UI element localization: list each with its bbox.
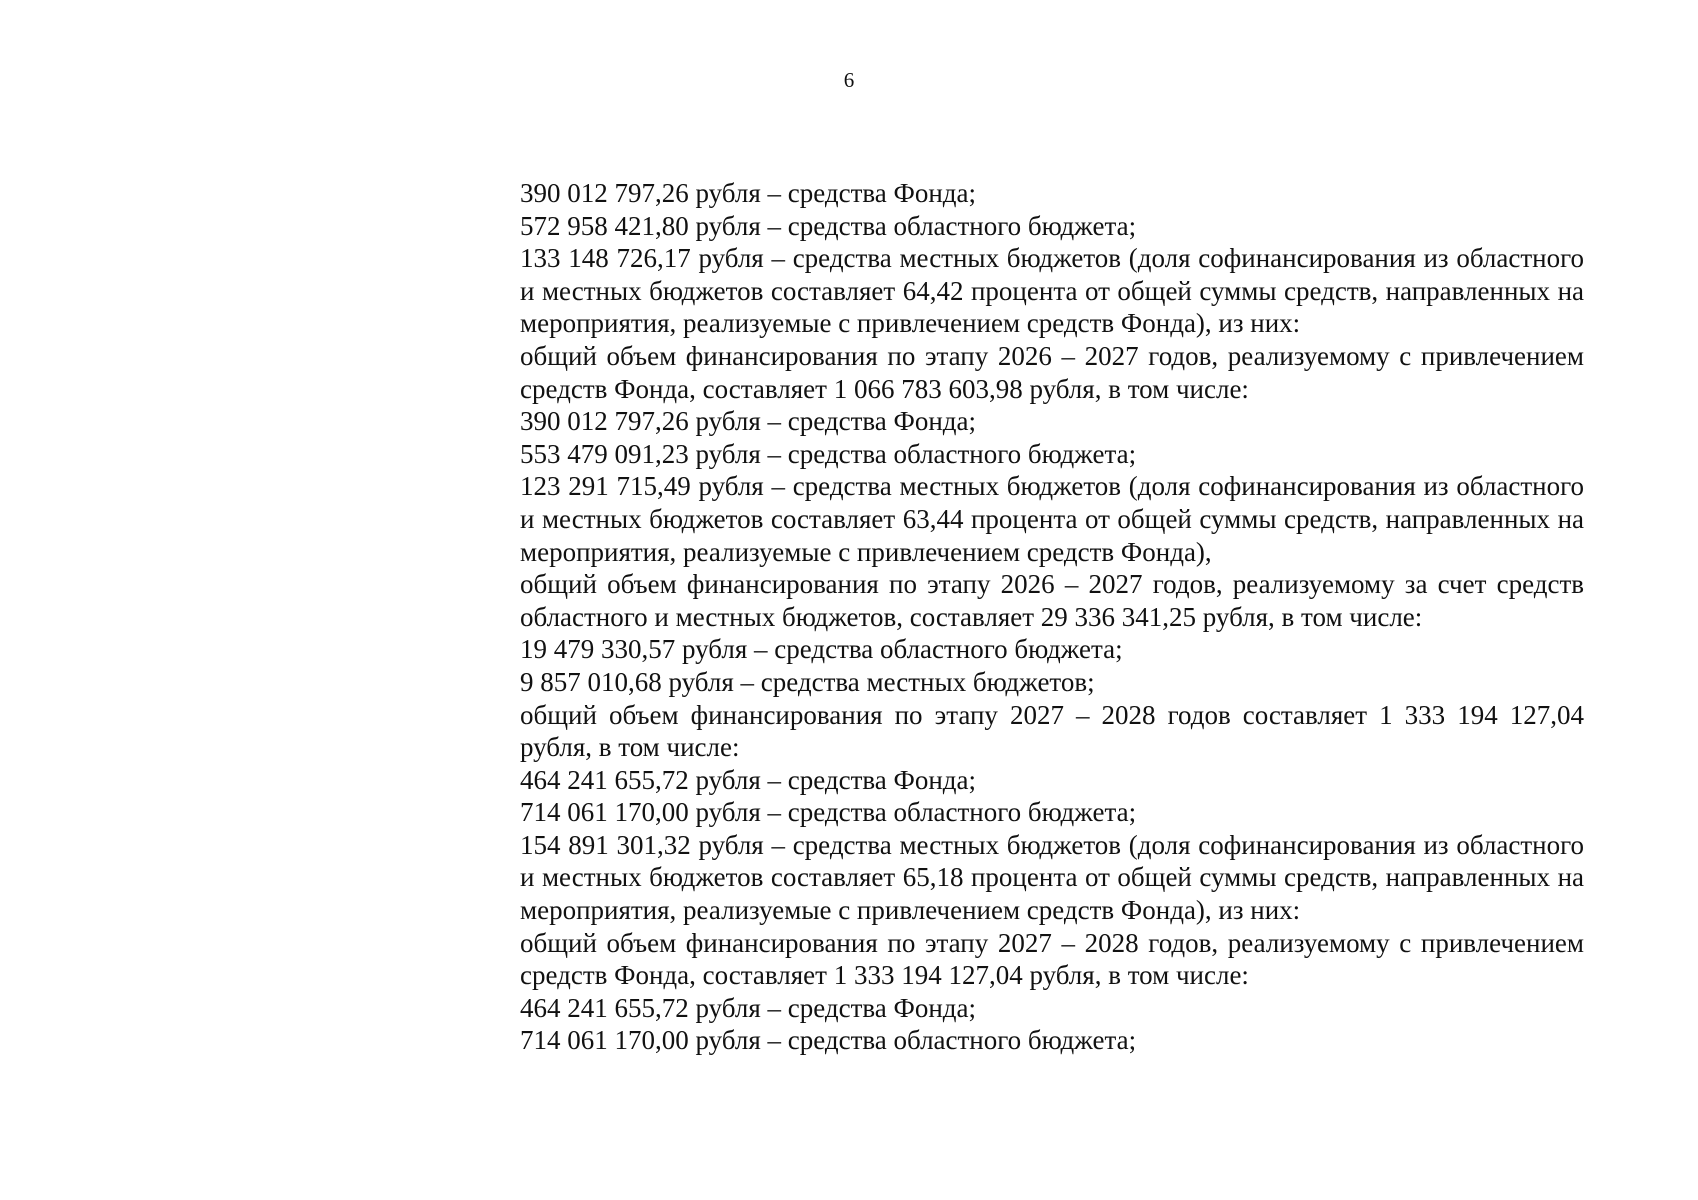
paragraph-regional-budget-1: 572 958 421,80 рубля – средства областного бюджета;: [520, 210, 1137, 241]
paragraph-stage-2027-2028-total: общий объем финансирования по этапу 2027 – 2028 годов составляет 1 333 194 127,04 рубля, в том числе:: [520, 699, 1584, 763]
paragraph-fund-total-1: 390 012 797,26 рубля – средства Фонда;: [520, 178, 977, 208]
paragraph-fund-total-3: 464 241 655,72 рубля – средства Фонда;: [520, 764, 977, 795]
paragraph-fund-total-2: 390 012 797,26 рубля – средства Фонда;: [520, 406, 977, 437]
paragraph-stage-2027-2028-fund: общий объем финансирования по этапу 2027 – 2028 годов, реализуемому с привлечением средств Фонда, составляет 1 333 194 127,04 рубля, в том числе:: [520, 927, 1584, 991]
paragraph-regional-budget-5: 714 061 170,00 рубля – средства областного бюджета;: [520, 1025, 1137, 1056]
paragraph-local-budgets-4: 154 891 301,32 рубля – средства местных бюджетов (доля софинансирования из областного и местных бюджетов составляет 65,18 процента от общей суммы средств, направленных на мероприятия, реализуемые с привлечением средств Фонда), из них:: [520, 829, 1584, 926]
paragraph-local-budgets-1: 133 148 726,17 рубля – средства местных бюджетов (доля софинансирования из областного и местных бюджетов составляет 64,42 процента от общей суммы средств, направленных на мероприятия, реализуемые с привлечением средств Фонда), из них:: [520, 243, 1584, 339]
paragraph-local-budgets-3: 9 857 010,68 рубля – средства местных бюджетов;: [520, 666, 1095, 697]
paragraph-regional-budget-4: 714 061 170,00 рубля – средства областного бюджета;: [520, 797, 1137, 828]
paragraph-fund-total-4: 464 241 655,72 рубля – средства Фонда;: [520, 992, 977, 1023]
paragraph-regional-budget-2: 553 479 091,23 рубля – средства областного бюджета;: [520, 438, 1137, 469]
paragraph-local-budgets-2: 123 291 715,49 рубля – средства местных бюджетов (доля софинансирования из областного и местных бюджетов составляет 63,44 процента от общей суммы средств, направленных на мероприятия, реализуемые с привлечением средств Фонда),: [520, 471, 1584, 567]
paragraph-stage-2026-2027-budgets: общий объем финансирования по этапу 2026 – 2027 годов, реализуемому за счет средств областного и местных бюджетов, составляет 29 336 341,25 рубля, в том числе:: [520, 569, 1584, 632]
page-number: 6: [843, 68, 855, 92]
document-body: [520, 177, 1584, 1057]
paragraph-stage-2026-2027-fund: общий объем финансирования по этапу 2026 – 2027 годов, реализуемому с привлечением средств Фонда, составляет 1 066 783 603,98 рубля, в том числе:: [520, 340, 1584, 404]
paragraph-regional-budget-3: 19 479 330,57 рубля – средства областного бюджета;: [520, 634, 1123, 665]
